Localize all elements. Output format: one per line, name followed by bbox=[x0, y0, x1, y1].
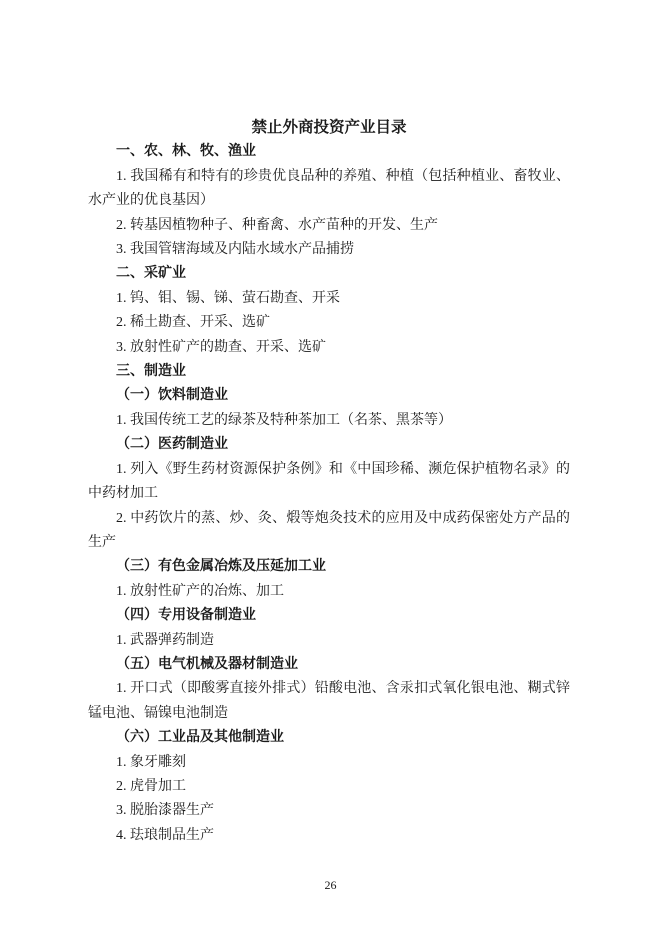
doc-line: （二）医药制造业 bbox=[116, 437, 228, 453]
doc-line: （四）专用设备制造业 bbox=[116, 608, 256, 624]
page-number: 26 bbox=[324, 878, 337, 892]
doc-line: 2. 虎骨加工 bbox=[116, 778, 186, 794]
doc-line: 1. 钨、钼、锡、锑、萤石勘查、开采 bbox=[116, 290, 340, 306]
document-title: 禁止外商投资产业目录 bbox=[251, 119, 407, 136]
doc-line: （五）电气机械及器材制造业 bbox=[116, 656, 298, 672]
doc-line: 1. 武器弹药制造 bbox=[116, 632, 214, 648]
doc-line: 1. 列入《野生药材资源保护条例》和《中国珍稀、濒危保护植物名录》的中药材加工 bbox=[88, 461, 570, 502]
doc-line: 1. 放射性矿产的冶炼、加工 bbox=[116, 583, 284, 599]
doc-line: 3. 我国管辖海域及内陆水域水产品捕捞 bbox=[116, 242, 354, 258]
doc-line: 1. 象牙雕刻 bbox=[116, 754, 186, 770]
doc-line: （六）工业品及其他制造业 bbox=[116, 730, 284, 746]
doc-line: 2. 中药饮片的蒸、炒、灸、煅等炮灸技术的应用及中成药保密处方产品的生产 bbox=[88, 510, 570, 550]
doc-line: 1. 我国稀有和特有的珍贵优良品种的养殖、种植（包括种植业、畜牧业、水产业的优良基因） bbox=[88, 168, 570, 209]
doc-line: 二、采矿业 bbox=[116, 266, 186, 282]
doc-line: 2. 稀土勘查、开采、选矿 bbox=[116, 315, 270, 331]
doc-line: 3. 脱胎漆器生产 bbox=[116, 803, 214, 819]
doc-line: 3. 放射性矿产的勘查、开采、选矿 bbox=[116, 339, 326, 355]
document-body bbox=[88, 140, 570, 848]
doc-line: （一）饮料制造业 bbox=[116, 388, 228, 404]
document-content bbox=[88, 116, 570, 848]
doc-line: （三）有色金属冶炼及压延加工业 bbox=[116, 559, 326, 575]
doc-line: 一、农、林、牧、渔业 bbox=[116, 144, 256, 160]
doc-line: 1. 开口式（即酸雾直接外排式）铅酸电池、含汞扣式氧化银电池、糊式锌锰电池、镉镍电池制造 bbox=[88, 681, 570, 721]
doc-line: 4. 珐琅制品生产 bbox=[116, 827, 214, 843]
doc-line: 2. 转基因植物种子、种畜禽、水产苗种的开发、生产 bbox=[116, 217, 438, 233]
doc-line: 三、制造业 bbox=[116, 364, 186, 380]
doc-line: 1. 我国传统工艺的绿茶及特种茶加工（名茶、黑茶等） bbox=[116, 412, 452, 428]
